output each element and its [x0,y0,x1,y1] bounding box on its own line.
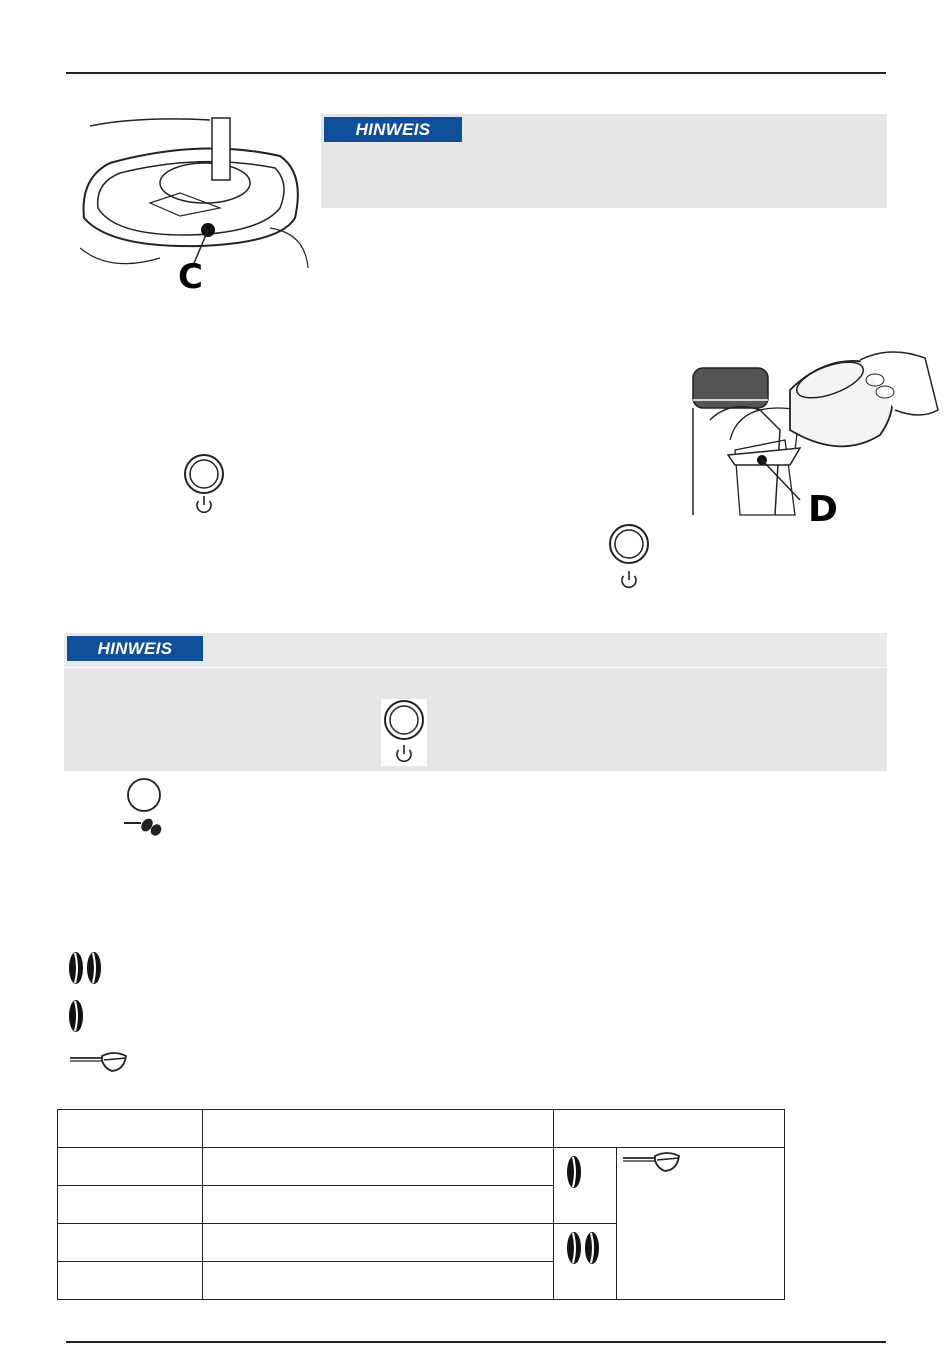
table-cell [58,1262,203,1300]
table-cell-double-bean [554,1224,617,1300]
power-button-icon [608,524,650,590]
figure-c-filter-basket [80,108,310,308]
double-bean-icon [564,1230,602,1266]
double-bean-icon [66,950,104,986]
table-cell-spoon [617,1148,785,1300]
table-cell [202,1224,553,1262]
measuring-spoon-icon [621,1150,683,1174]
table-cell [202,1186,553,1224]
figure-c-label: C [178,257,203,297]
table-cell [58,1224,203,1262]
note-label-middle: HINWEIS [67,636,203,661]
figure-d-carafe [690,340,940,530]
table-row [58,1148,785,1186]
table-cell [202,1148,553,1186]
note-label-top: HINWEIS [324,117,462,142]
figure-d-label: D [808,489,838,530]
table-cell [58,1186,203,1224]
header-rule [66,72,886,74]
descale-button-icon [123,777,165,841]
table-header-row [58,1110,785,1148]
single-bean-icon [564,1154,584,1190]
table-cell-single-bean [554,1148,617,1224]
single-bean-icon [66,998,86,1034]
table-header-cell [554,1110,785,1148]
table-header-cell [58,1110,203,1148]
measuring-spoon-icon [68,1050,130,1074]
power-button-icon [381,699,427,766]
table-cell [202,1262,553,1300]
dosage-table [57,1109,785,1300]
footer-rule [66,1341,886,1343]
power-button-icon [183,454,225,520]
table-header-cell [202,1110,553,1148]
table-cell [58,1148,203,1186]
